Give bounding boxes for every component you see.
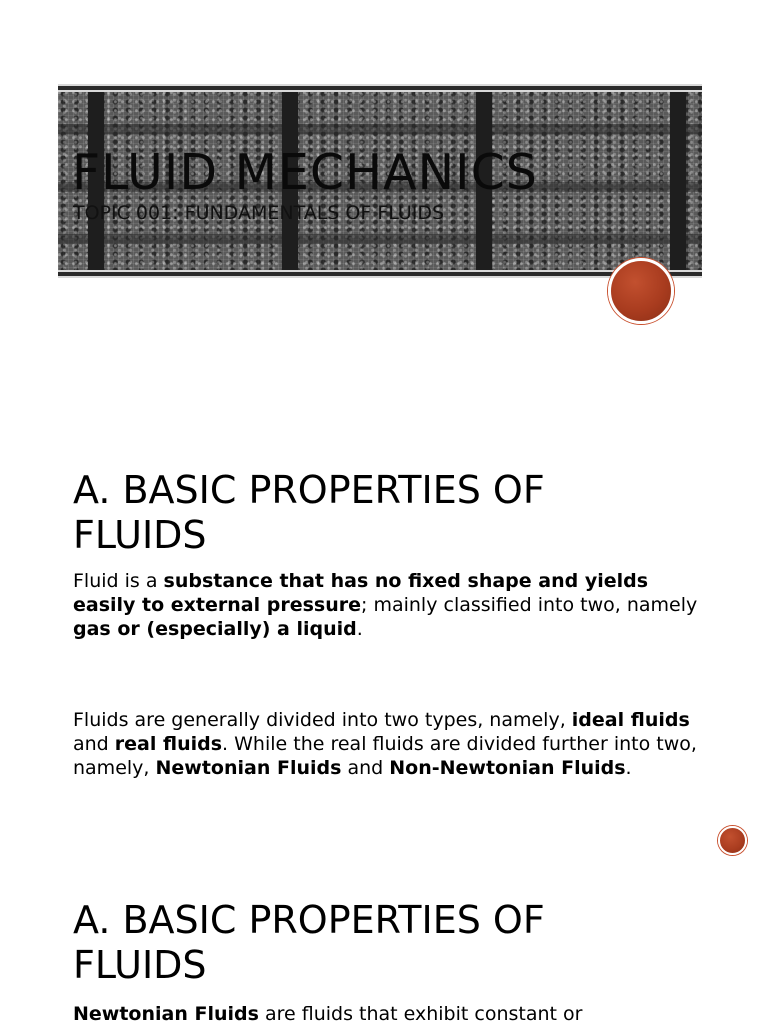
- definition-paragraph: [73, 569, 713, 641]
- accent-circle-decoration: [718, 826, 747, 855]
- slide-title: FLUID MECHANICS: [72, 144, 538, 201]
- banner-band: [58, 124, 702, 134]
- text-run: are fluids that exhibit constant or: [258, 1003, 583, 1024]
- banner-band: [58, 234, 702, 244]
- text-run: . While the real fluids are divided further into two, namely,: [73, 733, 697, 779]
- text-run: and: [73, 733, 115, 755]
- bold-text: real fluids: [114, 733, 223, 755]
- title-slide: [0, 0, 768, 340]
- heading-line: A. BASIC PROPERTIES OF: [73, 898, 545, 942]
- bold-text: ideal fluids: [571, 709, 690, 731]
- bold-text: substance that has no fixed shape and yields easily to external pressure: [73, 570, 649, 616]
- heading-line: FLUIDS: [73, 513, 207, 557]
- text-run: .: [625, 757, 632, 779]
- bold-text: Newtonian Fluids: [155, 757, 342, 779]
- heading-line: FLUIDS: [73, 943, 207, 987]
- types-paragraph: [73, 708, 713, 780]
- banner-bar: [670, 90, 686, 272]
- text-run: .: [356, 618, 363, 640]
- banner-top-line: [58, 90, 702, 92]
- heading-line: A. BASIC PROPERTIES OF: [73, 468, 545, 512]
- section-heading: [73, 898, 545, 988]
- bold-text: gas or (especially) a liquid: [73, 618, 357, 640]
- banner-bottom-line: [58, 270, 702, 272]
- bold-text: Non-Newtonian Fluids: [389, 757, 626, 779]
- text-run: Fluid is a: [73, 570, 164, 592]
- newtonian-paragraph: [73, 1002, 713, 1024]
- banner-bottom-line: [58, 276, 702, 278]
- text-run: Fluids are generally divided into two types, namely,: [73, 709, 572, 731]
- slide-subtitle: TOPIC 001: FUNDAMENTALS OF FLUIDS: [73, 202, 445, 224]
- section-heading: [73, 468, 545, 558]
- text-run: and: [341, 757, 390, 779]
- bold-text: Newtonian Fluids: [73, 1003, 259, 1024]
- content-slide: [0, 860, 768, 1024]
- text-run: ; mainly classified into two, namely: [361, 594, 698, 616]
- banner-top-line: [58, 84, 702, 86]
- content-slide: [0, 340, 768, 860]
- accent-circle-decoration: [608, 258, 674, 324]
